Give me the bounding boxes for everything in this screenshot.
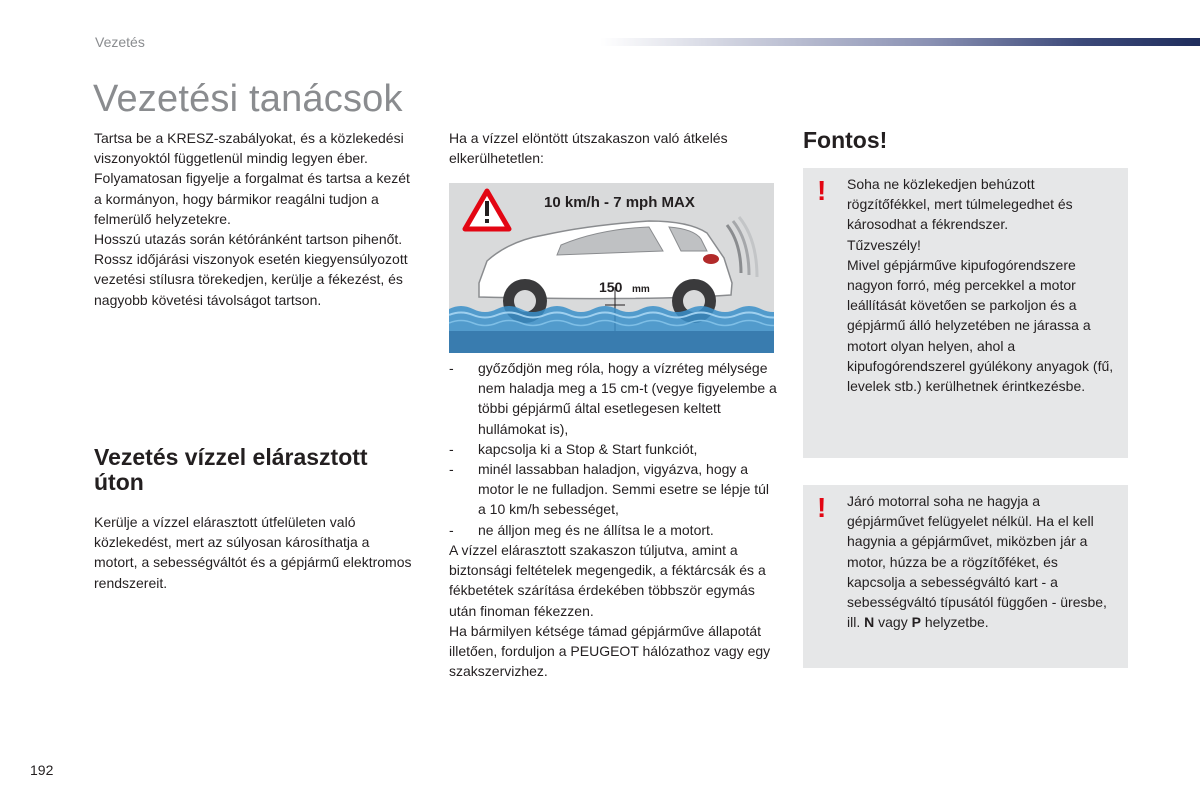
list-dash: - bbox=[449, 461, 454, 478]
speed-limit-label: 10 km/h - 7 mph MAX bbox=[544, 194, 695, 211]
depth-unit: mm bbox=[632, 284, 650, 295]
list-item bbox=[449, 520, 779, 540]
paragraph: Rossz időjárási viszonyok esetén kiegyensúlyozott vezetési stílusra törekedjen, kerülje a fékezést, és nagyobb követési távolságot tartson. bbox=[94, 251, 408, 308]
flooded-road-text bbox=[94, 512, 414, 593]
water-surface bbox=[449, 306, 774, 353]
warning-box-unattended-vehicle bbox=[803, 485, 1128, 668]
paragraph: A vízzel elárasztott szakaszon túljutva, amint a biztonsági feltételek megengedik, a féktárcsák és a fékbetétek szárítása érdekében többször egymás után finoman fékezzen. bbox=[449, 542, 766, 619]
section-label: Vezetés bbox=[95, 34, 145, 50]
warning-box-parking-brake bbox=[803, 168, 1128, 458]
driving-advice-text bbox=[94, 128, 414, 310]
paragraph: Hosszú utazás során kétóránként tartson pihenőt. bbox=[94, 231, 403, 248]
car-icon bbox=[479, 217, 757, 323]
warning-text bbox=[847, 174, 1117, 396]
important-heading: Fontos! bbox=[803, 127, 888, 153]
paragraph: Ha a vízzel elöntött útszakaszon való átkelés elkerülhetetlen: bbox=[449, 130, 728, 167]
paragraph: Tartsa be a KRESZ-szabályokat, és a közlekedési viszonyoktól függetlenül mindig legyen éber. bbox=[94, 130, 404, 167]
warning-exclamation-icon: ! bbox=[817, 492, 827, 523]
header-gradient-bar bbox=[600, 38, 1200, 46]
list-item-text: minél lassabban haladjon, vigyázva, hogy a motor le ne fulladjon. Semmi esetre se lépje túl a 10 km/h sebességet, bbox=[478, 461, 770, 518]
warning-triangle-icon bbox=[465, 191, 509, 229]
list-item-text: győződjön meg róla, hogy a vízréteg mélysége nem haladja meg a 15 cm-t (vegye figyelembe a többi gépjármű által esetlegesen keltett hullámokat is), bbox=[478, 360, 777, 437]
paragraph bbox=[847, 491, 1117, 632]
paragraph: Soha ne közlekedjen behúzott rögzítőfékkel, mert túlmelegedhet és károsodhat a fékrendszer. bbox=[847, 176, 1073, 233]
paragraph: Kerülje a vízzel elárasztott útfelületen való közlekedést, mert az súlyosan károsíthatja a motort, a sebességváltót és a gépjármű elektromos rendszereit. bbox=[94, 514, 412, 591]
warning-exclamation-icon: ! bbox=[817, 175, 827, 206]
list-item-text: kapcsolja ki a Stop & Start funkciót, bbox=[478, 440, 698, 457]
flood-crossing-illustration bbox=[449, 183, 774, 353]
flood-crossing-intro bbox=[449, 128, 779, 168]
paragraph: Mivel gépjárműve kipufogórendszere nagyon forró, még percekkel a motor leállítását követően se parkoljon és a gépjármű álló helyzetében ne járassa a motort olyan helyen, ahol a kipufogórendszerel gyúlékony anyagok (fű, levelek stb.) kerülhetnek érintkezésbe. bbox=[847, 256, 1114, 395]
page-title: Vezetési tanácsok bbox=[93, 78, 403, 120]
text-run: helyzetbe. bbox=[920, 614, 989, 631]
flood-crossing-steps bbox=[449, 358, 779, 540]
after-crossing-text bbox=[449, 540, 779, 681]
list-dash: - bbox=[449, 521, 454, 538]
list-item-text: ne álljon meg és ne állítsa le a motort. bbox=[478, 521, 714, 538]
list-dash: - bbox=[449, 440, 454, 457]
text-run: Járó motorral soha ne hagyja a gépjárművet felügyelet nélkül. Ha el kell hagynia a gépjárművet, miközben jár a motor, húzza be a rögzítőféket, és kapcsolja a sebességváltó kart - a sebességváltó típusától függően - üresbe, ill. bbox=[847, 493, 1107, 631]
gear-position-park: P bbox=[911, 614, 921, 631]
text-run: vagy bbox=[874, 614, 912, 631]
paragraph: Folyamatosan figyelje a forgalmat és tartsa a kezét a kormányon, hogy bármikor reagálni tudjon a felmerülő helyzetekre. bbox=[94, 170, 410, 227]
list-dash: - bbox=[449, 360, 454, 376]
flooded-road-heading: Vezetés vízzel elárasztott úton bbox=[94, 444, 368, 495]
warning-text bbox=[847, 491, 1117, 632]
depth-value: 150 bbox=[599, 279, 623, 295]
paragraph: Tűzveszély! bbox=[847, 236, 921, 253]
list-item bbox=[449, 358, 779, 439]
list-item bbox=[449, 459, 779, 520]
page-number: 192 bbox=[30, 762, 54, 778]
list-item bbox=[449, 439, 779, 459]
gear-position-neutral: N bbox=[864, 614, 875, 631]
paragraph: Ha bármilyen kétsége támad gépjárműve állapotát illetően, forduljon a PEUGEOT hálózathoz vagy egy szakszervizhez. bbox=[449, 622, 771, 680]
